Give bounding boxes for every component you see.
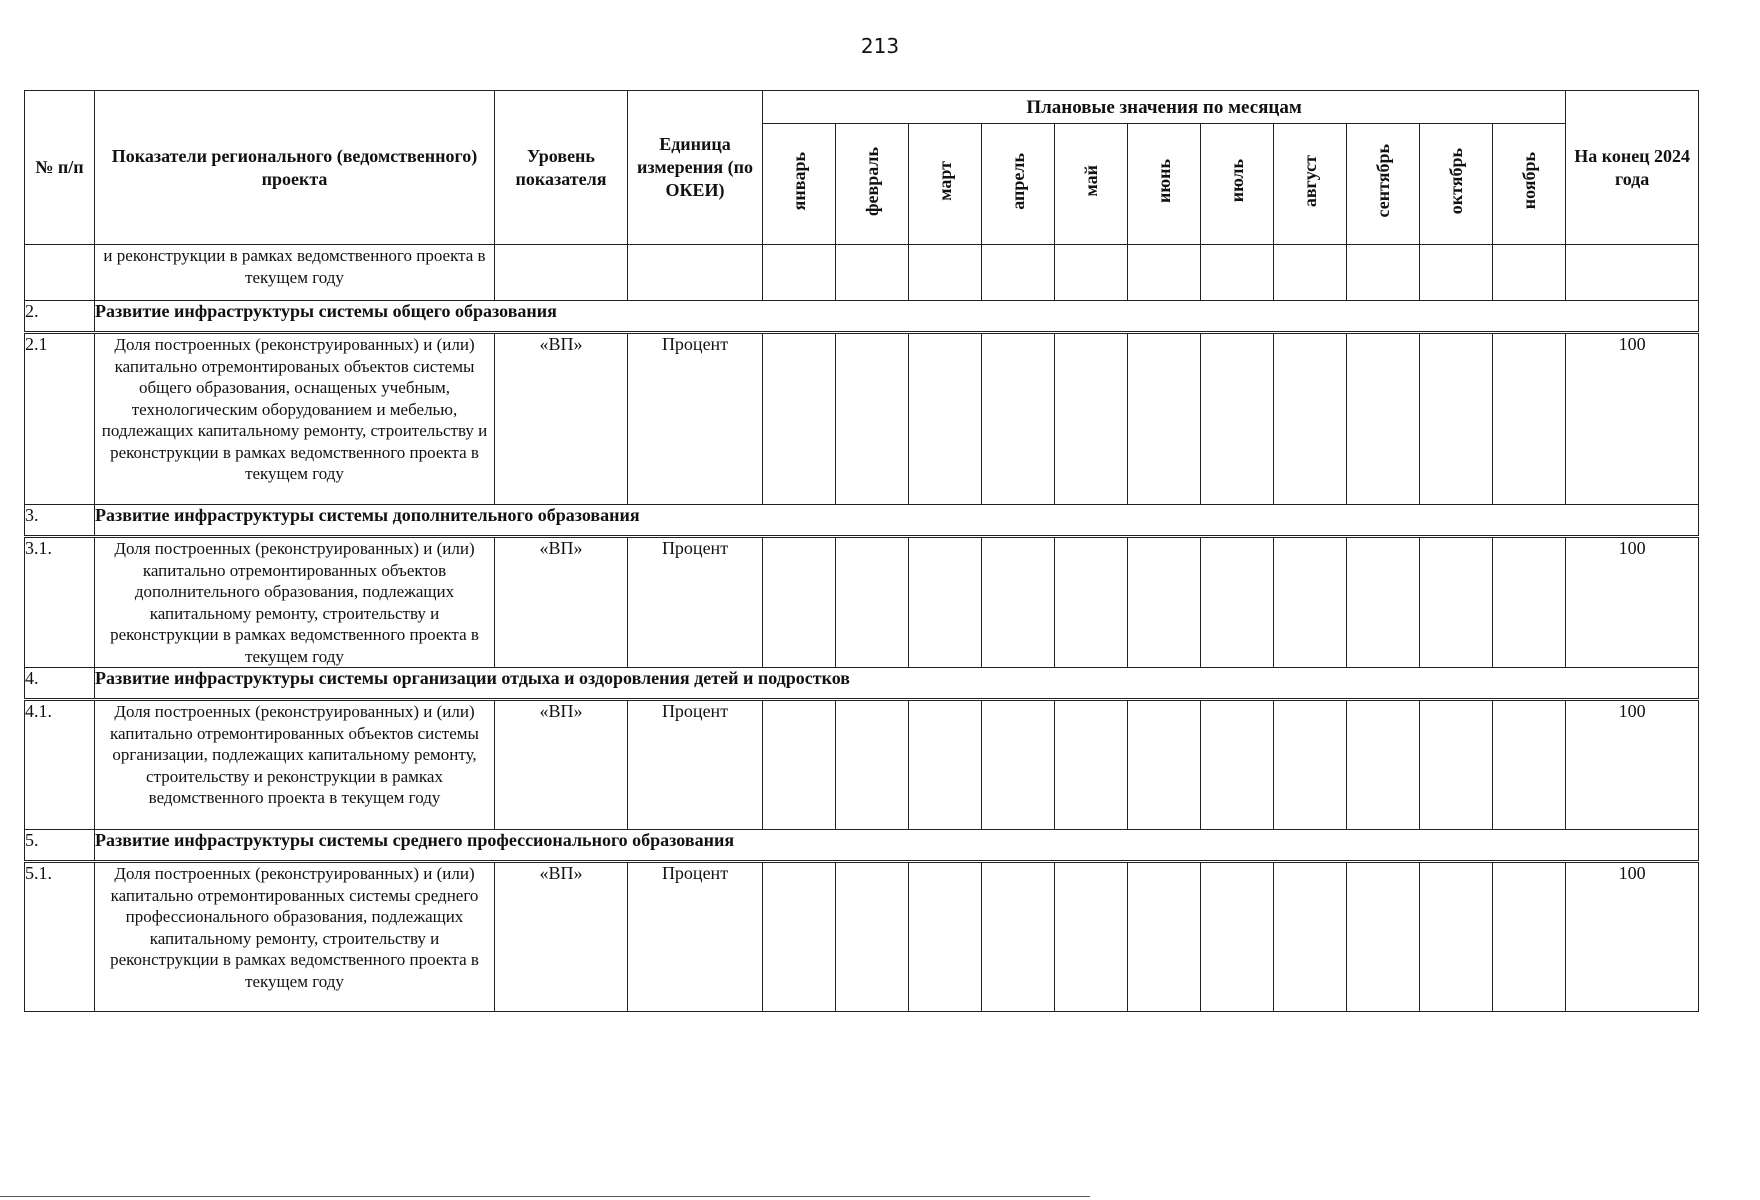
row-level: «ВП» xyxy=(495,700,628,830)
header-month: март xyxy=(909,124,982,245)
continuation-row xyxy=(25,245,1699,301)
footer-rule xyxy=(0,1196,1090,1197)
section-title: Развитие инфраструктуры системы среднего профессионального образования xyxy=(95,830,1699,862)
row-text: Доля построенных (реконструированных) и (или) капитально отремонтированных объектов дополнительного образования, подлежащих капитальному ремонту, строительству и реконструкции в рамках ведомственного проекта в текущем году xyxy=(95,537,495,668)
section-row xyxy=(25,505,1699,537)
row-num: 2.1 xyxy=(25,333,95,505)
row-unit: Процент xyxy=(628,537,763,668)
header-level: Уровень показателя xyxy=(495,91,628,245)
section-row xyxy=(25,668,1699,700)
row-end-value: 100 xyxy=(1566,537,1699,668)
header-unit: Единица измерения (по ОКЕИ) xyxy=(628,91,763,245)
indicators-table xyxy=(24,90,1699,1012)
row-num: 5.1. xyxy=(25,862,95,1012)
header-end-of-year: На конец 2024 года xyxy=(1566,91,1699,245)
page-number: 213 xyxy=(860,34,900,58)
section-num: 4. xyxy=(25,668,95,700)
section-num: 2. xyxy=(25,301,95,333)
row-unit: Процент xyxy=(628,333,763,505)
row-num: 4.1. xyxy=(25,700,95,830)
header-month: ноябрь xyxy=(1493,124,1566,245)
row-level: «ВП» xyxy=(495,537,628,668)
header-month: август xyxy=(1274,124,1347,245)
header-month: февраль xyxy=(836,124,909,245)
section-title: Развитие инфраструктуры системы дополнительного образования xyxy=(95,505,1699,537)
header-month: сентябрь xyxy=(1347,124,1420,245)
section-title: Развитие инфраструктуры системы общего образования xyxy=(95,301,1699,333)
row-level: «ВП» xyxy=(495,862,628,1012)
row-text: Доля построенных (реконструированных) и (или) капитально отремонтированных объектов системы организации, подлежащих капитальному ремонту, строительству и реконструкции в рамках ведомственного проекта в текущем году xyxy=(95,700,495,830)
table-body xyxy=(25,245,1699,1012)
table-header xyxy=(25,91,1699,245)
row-text: Доля построенных (реконструированных) и (или) капитально отремонтированых объектов системы общего образования, оснащеных учебным, технологическим оборудованием и мебелью, подлежащих капитальному ремонту, строительству и реконструкции в рамках ведомственного проекта в текущем году xyxy=(95,333,495,505)
header-month: май xyxy=(1055,124,1128,245)
row-num: 3.1. xyxy=(25,537,95,668)
table-row xyxy=(25,700,1699,830)
row-unit: Процент xyxy=(628,700,763,830)
row-end-value: 100 xyxy=(1566,862,1699,1012)
header-month: июль xyxy=(1201,124,1274,245)
row-text: Доля построенных (реконструированных) и (или) капитально отремонтированных системы среднего профессионального образования, подлежащих капитальному ремонту, строительству и реконструкции в рамках ведомственного проекта в текущем году xyxy=(95,862,495,1012)
section-num: 3. xyxy=(25,505,95,537)
header-month: апрель xyxy=(982,124,1055,245)
row-end-value: 100 xyxy=(1566,700,1699,830)
section-title: Развитие инфраструктуры системы организации отдыха и оздоровления детей и подростков xyxy=(95,668,1699,700)
continuation-text: и реконструкции в рамках ведомственного проекта в текущем году xyxy=(95,245,495,301)
row-end-value: 100 xyxy=(1566,333,1699,505)
header-month: июнь xyxy=(1128,124,1201,245)
table-row xyxy=(25,333,1699,505)
header-month: октябрь xyxy=(1420,124,1493,245)
table-row xyxy=(25,862,1699,1012)
section-num: 5. xyxy=(25,830,95,862)
section-row xyxy=(25,301,1699,333)
row-unit: Процент xyxy=(628,862,763,1012)
header-months-title: Плановые значения по месяцам xyxy=(763,91,1566,124)
header-month: январь xyxy=(763,124,836,245)
header-num: № п/п xyxy=(25,91,95,245)
table-row xyxy=(25,537,1699,668)
section-row xyxy=(25,830,1699,862)
header-indicators: Показатели регионального (ведомственного) проекта xyxy=(95,91,495,245)
row-level: «ВП» xyxy=(495,333,628,505)
